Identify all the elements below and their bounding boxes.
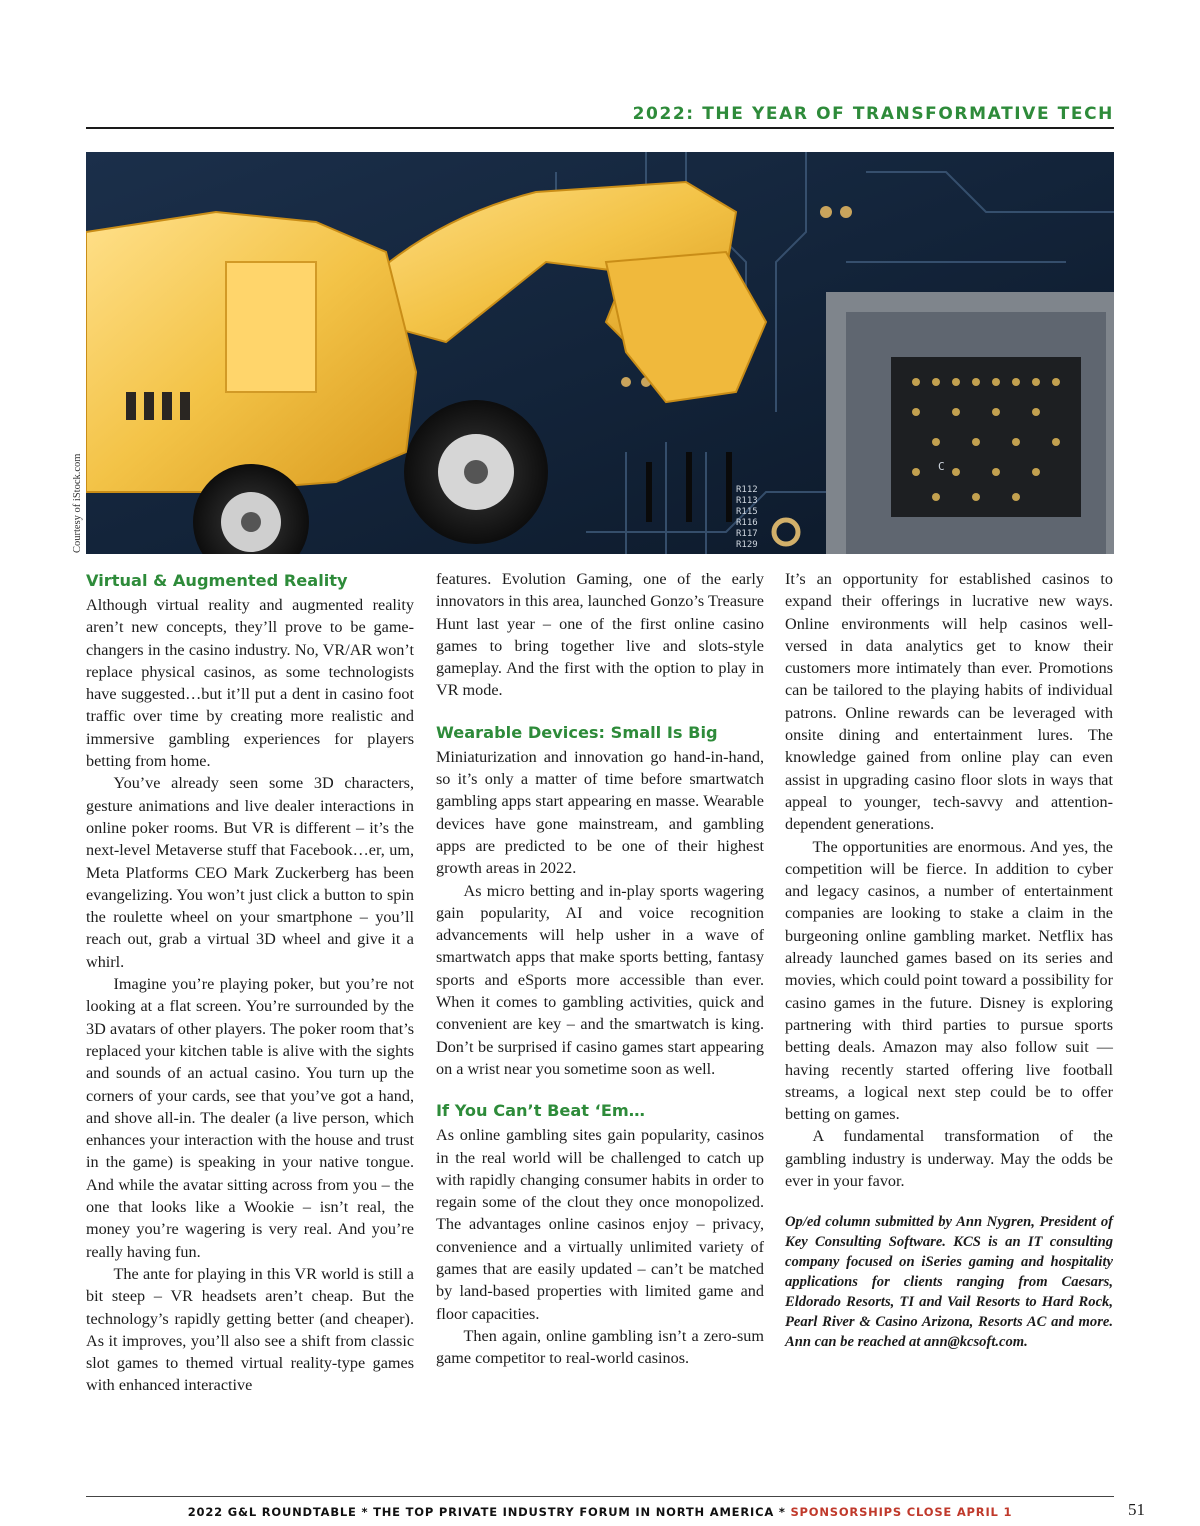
heading-virtual-reality: Virtual & Augmented Reality [86,571,348,590]
paragraph: A fundamental transformation of the gambling industry is underway. May the odds be ever in your favor. [785,1127,1113,1191]
board-label: C [938,460,945,473]
page-number: 51 [1128,1500,1145,1519]
column-2 [436,568,764,1370]
photo-credit: Courtesy of iStock.com [72,453,83,553]
board-label: R129 [736,540,758,550]
paragraph: Imagine you’re playing poker, but you’re not looking at a flat screen. You’re surrounded by the 3D avatars of other players. The poker room that’s replaced your kitchen table is alive with the sights and sounds of an actual casino. You turn up the corners of your cards, see that you’ve got a hand, and shove all-in. The dealer (a live person, which enhances your interaction with the house and trust in the game) is speaking in your native tongue. And while the avatar sitting across from you – the one that looks like a Wookie – isn’t real, the money you’re wagering is very real. And you’re really having fun. [86,975,414,1261]
heading-wearables: Wearable Devices: Small Is Big [436,722,718,742]
board-label: R117 [736,529,758,539]
section-header: 2022: THE YEAR OF TRANSFORMATIVE TECH [632,104,1114,124]
paragraph: As micro betting and in-play sports wagering gain popularity, AI and voice recognition advancements will help usher in a wave of smartwatch apps that make sports betting, fantasy sports and eSports more accessible than ever. When it comes to gambling activities, quick and convenient are key – and the smartwatch is king. Don’t be surprised if casino games start appearing on a wrist near you sometime soon as well. [436,881,764,1078]
board-label: R115 [736,507,758,517]
paragraph: As online gambling sites gain popularity, casinos in the real world will be challenged to catch up with rapidly changing consumer habits in order to regain some of the clout they once monopolized. The advantages online casinos enjoy – privacy, convenience and a virtually unlimited variety of games that are easily updated – can’t be matched by land-based properties with limited game and floor capacities. [436,1126,764,1323]
footer-banner [86,1505,1114,1519]
header-rule [86,127,1114,129]
paragraph: The opportunities are enormous. And yes, the competition will be fierce. In addition to cyber and legacy casinos, a number of entertainment companies are looking to stake a claim in the burgeoning online gambling market. Netflix has already launched games based on its series and movies, which could point toward a possibility for casino games in the future. Disney is exploring partnering with third parties to pursue sports betting deals. Amazon may also follow suit — having recently started offering live football streams, a logical next step could be to offer betting on games. [785,837,1113,1124]
paragraph: The ante for playing in this VR world is still a bit steep – VR headsets aren’t cheap. But the technology’s rapidly getting better (and cheaper). As it improves, you’ll also see a shift from classic slot games to themed virtual reality-type games with enhanced interactive [86,1264,414,1395]
board-label: R113 [736,496,758,506]
paragraph: It’s an opportunity for established casinos to expand their offerings in lucrative new ways. Online environments will help casinos well-versed in data analytics get to know their customers more intimately than ever. Promotions can be tailored to the playing habits of individual patrons. Online rewards can be leveraged with onsite dining and entertainment lures. The knowledge gained from online play can even assist in upgrading casino floor slots in ways that appeal to younger, tech-savvy and attention-dependent generations. [785,570,1113,834]
footer-rule [86,1496,1114,1497]
column-3 [785,568,1113,1352]
paragraph: features. Evolution Gaming, one of the early innovators in this area, launched Gonzo’s Treasure Hunt last year – one of the first online casino games to bring together live and slots-style gameplay. And the first with the option to play in VR mode. [436,570,764,700]
board-label: R112 [736,485,758,495]
hero-photo-illustration [86,152,1114,554]
heading-beat-em: If You Can’t Beat ‘Em… [436,1101,645,1121]
footer-accent: SPONSORSHIPS CLOSE APRIL 1 [790,1505,1013,1519]
footer-text: 2022 G&L ROUNDTABLE * THE TOP PRIVATE INDUSTRY FORUM IN NORTH AMERICA * [187,1505,791,1519]
board-label: R116 [736,518,758,528]
paragraph: Although virtual reality and augmented reality aren’t new concepts, they’ll prove to be game-changers in the casino industry. No, VR/AR won’t replace physical casinos, as some technologists have suggested…but it’ll put a dent in casino foot traffic over time by creating more realistic and immersive gambling experiences for players betting from home. [86,596,414,771]
hero-photo [86,152,1114,554]
author-byline: Op/ed column submitted by Ann Nygren, President of Key Consulting Software. KCS is an IT consulting company focused on iSeries gaming and hospitality applications for clients ranging from Caesars, Eldorado Resorts, TI and Vail Resorts to Hard Rock, Pearl River & Casino Arizona, Resorts AC and more. Ann can be reached at ann@kcsoft.com. [785,1214,1113,1351]
paragraph: Then again, online gambling isn’t a zero-sum game competitor to real-world casinos. [436,1326,764,1368]
paragraph: Miniaturization and innovation go hand-in-hand, so it’s only a matter of time before smartwatch gambling apps start appearing en masse. Wearable devices have gone mainstream, and gambling apps are predicted to be one of their highest growth areas in 2022. [436,747,764,878]
column-1 [86,568,414,1397]
paragraph: You’ve already seen some 3D characters, gesture animations and live dealer interactions in online poker rooms. But VR is different – it’s the next-level Metaverse stuff that Facebook…er, um, Meta Platforms CEO Mark Zuckerberg has been evangelizing. You won’t just click a button to spin the roulette wheel on your smartphone – you’ll reach out, grab a virtual 3D wheel and give it a whirl. [86,774,414,971]
